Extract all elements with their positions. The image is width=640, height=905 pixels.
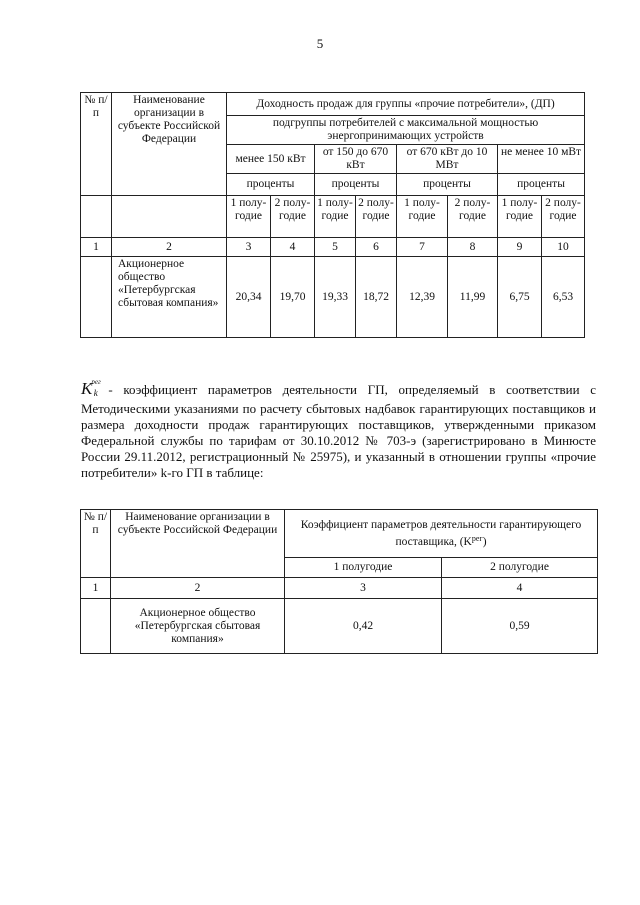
row-number [81, 257, 112, 338]
value-cell: 19,70 [271, 257, 315, 338]
group-header: от 670 кВт до 10 МВт [397, 145, 498, 174]
col-header-org-name: Наименование организации в субъекте Российской Федерации [112, 93, 227, 196]
half-year-header: 2 полу- годие [542, 196, 585, 238]
value-cell: 20,34 [227, 257, 271, 338]
value-cell: 12,39 [397, 257, 448, 338]
half-year-header: 1 полугодие [285, 558, 442, 578]
paragraph-text: - коэффициент параметров деятельности ГП, определяемый в соответствии с Методическими указаниями по расчету сбытовых надбавок гарантирующих поставщиков и размера доходности продаж гарантирующих поставщиков, утвержденными приказом Федеральной службы по тарифам от 30.10.2012 № 703-э (зарегистрировано в Минюсте России 29.11.2012, регистрационный № 25975), и указанный в отношении группы «прочие потребители» k-го ГП в таблице: [81, 382, 597, 480]
value-cell: 11,99 [448, 257, 498, 338]
value-cell: 6,53 [542, 257, 585, 338]
org-name: Акционерное общество «Петербургская сбытовая компания» [112, 257, 227, 338]
column-number: 5 [315, 238, 356, 257]
coefficient-description [81, 374, 596, 481]
column-number: 2 [112, 238, 227, 257]
column-number: 8 [448, 238, 498, 257]
group-header: не менее 10 мВт [498, 145, 585, 174]
half-year-header: 1 полу- годие [498, 196, 542, 238]
group-header: от 150 до 670 кВт [315, 145, 397, 174]
column-number: 10 [542, 238, 585, 257]
half-year-header: 2 полу- годие [356, 196, 397, 238]
coefficient-table [80, 509, 598, 654]
half-year-header: 2 полу- годие [271, 196, 315, 238]
column-number: 9 [498, 238, 542, 257]
group-header: менее 150 кВт [227, 145, 315, 174]
col-header-number: № п/п [81, 510, 111, 578]
value-cell: 0,59 [442, 599, 598, 654]
column-number: 1 [81, 578, 111, 599]
column-number: 6 [356, 238, 397, 257]
profitability-table [80, 92, 585, 338]
value-cell: 18,72 [356, 257, 397, 338]
row-number [81, 599, 111, 654]
value-cell: 19,33 [315, 257, 356, 338]
col-header-number: № п/п [81, 93, 112, 196]
value-cell: 0,42 [285, 599, 442, 654]
unit-header: проценты [397, 174, 498, 196]
coefficient-symbol: $K^{рег}_k$ [81, 378, 101, 398]
column-number: 4 [442, 578, 598, 599]
half-year-header: 1 полу- годие [227, 196, 271, 238]
half-year-header: 2 полу- годие [448, 196, 498, 238]
half-year-header: 1 полу- годие [397, 196, 448, 238]
col-header-profitability: Доходность продаж для группы «прочие потребители», (ДП) [227, 93, 585, 116]
half-year-header: 2 полугодие [442, 558, 598, 578]
value-cell: 6,75 [498, 257, 542, 338]
org-name: Акционерное общество «Петербургская сбытовая компания» [111, 599, 285, 654]
column-number: 1 [81, 238, 112, 257]
col-header-org-name: Наименование организации в субъекте Российской Федерации [111, 510, 285, 578]
unit-header: проценты [498, 174, 585, 196]
column-number: 4 [271, 238, 315, 257]
half-year-header: 1 полу- годие [315, 196, 356, 238]
empty-cell [81, 196, 112, 238]
col-header-subgroups: подгруппы потребителей с максимальной мощностью энергопринимающих устройств [227, 116, 585, 145]
page-number: 5 [316, 36, 324, 51]
col-header-coefficient: Коэффициент параметров деятельности гарантирующего поставщика, $(K^{рег})$ [285, 510, 598, 558]
unit-header: проценты [315, 174, 397, 196]
empty-cell [112, 196, 227, 238]
unit-header: проценты [227, 174, 315, 196]
column-number: 2 [111, 578, 285, 599]
column-number: 3 [227, 238, 271, 257]
column-number: 7 [397, 238, 448, 257]
column-number: 3 [285, 578, 442, 599]
